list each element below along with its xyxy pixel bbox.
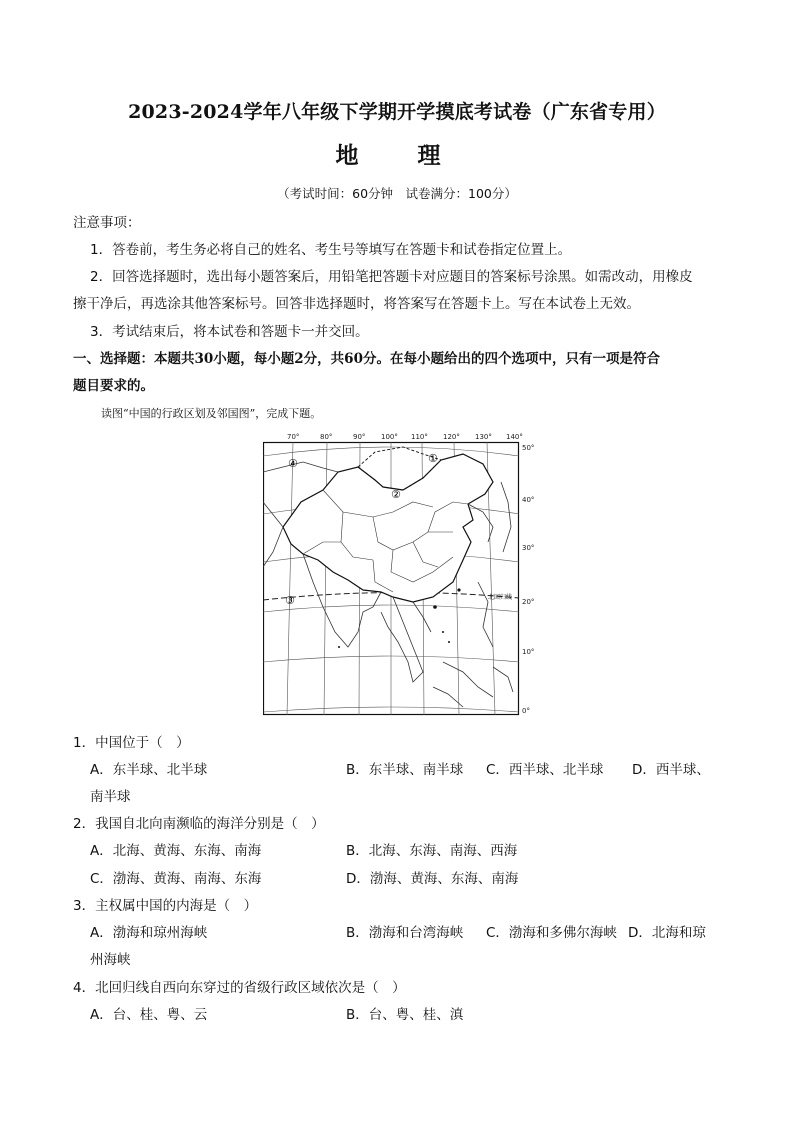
map-marker-2: ② — [391, 488, 401, 501]
map-marker-4: ④ — [288, 457, 298, 470]
option-d: D．北海和琼 — [628, 925, 706, 941]
map-marker-1: ① — [428, 452, 438, 465]
lat-label: 40° — [522, 496, 535, 504]
lat-label: 30° — [522, 544, 535, 552]
option-c: C．渤海和多佛尔海峡 — [486, 925, 617, 941]
map-marker-3: ③ — [285, 594, 295, 607]
lat-label: 0° — [522, 707, 530, 715]
tropic-label: 北回归线 — [488, 594, 513, 601]
lon-label: 110° — [411, 433, 428, 441]
option-b: B．渤海和台湾海峡 — [346, 925, 464, 941]
question-stem: 4．北回归线自西向东穿过的省级行政区域依次是（ ） — [73, 980, 406, 996]
question-stem: 1．中国位于（ ） — [73, 735, 190, 751]
exam-title: 2023-2024学年八年级下学期开学摸底考试卷（广东省专用） — [128, 101, 666, 123]
question-stem: 3．主权属中国的内海是（ ） — [73, 898, 258, 914]
option-d: D．西半球、 — [632, 762, 710, 778]
note-item: 1．答卷前，考生务必将自己的姓名、考生号等填写在答题卡和试卷指定位置上。 — [90, 242, 572, 258]
option-a: A．渤海和琼州海峡 — [90, 925, 208, 941]
option-c: C．西半球、北半球 — [486, 762, 604, 778]
lon-label: 70° — [287, 433, 300, 441]
lat-label: 10° — [522, 648, 535, 656]
option-d: D．渤海、黄海、东海、南海 — [346, 871, 519, 887]
option-a: A．东半球、北半球 — [90, 762, 208, 778]
question-stem: 2．我国自北向南濒临的海洋分别是（ ） — [73, 816, 325, 832]
option-a: A．北海、黄海、东海、南海 — [90, 843, 262, 859]
option-d-cont: 州海峡 — [90, 952, 131, 968]
option-c: C．渤海、黄海、南海、东海 — [90, 871, 262, 887]
lon-label: 140° — [506, 433, 523, 441]
option-b: B．北海、东海、南海、西海 — [346, 843, 518, 859]
map-caption: 读图“中国的行政区划及邻国图”，完成下题。 — [101, 407, 322, 420]
note-item: 擦干净后，再选涂其他答案标号。回答非选择题时，将答案写在答题卡上。写在本试卷上无效。 — [73, 296, 640, 312]
exam-info: （考试时间：60分钟 试卷满分：100分） — [277, 186, 517, 201]
option-d-cont: 南半球 — [90, 789, 131, 805]
note-item: 3．考试结束后，将本试卷和答题卡一并交回。 — [90, 324, 369, 340]
lat-label: 20° — [522, 598, 535, 606]
lon-label: 130° — [475, 433, 492, 441]
note-item: 2．回答选择题时，选出每小题答案后，用铅笔把答题卡对应题目的答案标号涂黑。如需改动，用橡皮 — [90, 269, 693, 285]
china-admin-map — [263, 432, 549, 717]
lat-label: 50° — [522, 444, 535, 452]
section-heading-cont: 题目要求的。 — [73, 378, 154, 394]
notes-heading: 注意事项： — [73, 215, 141, 231]
subject-title: 地 理 — [335, 142, 459, 169]
option-b: B．东半球、南半球 — [346, 762, 464, 778]
lon-label: 80° — [320, 433, 333, 441]
section-heading: 一、选择题：本题共30小题，每小题2分，共60分。在每小题给出的四个选项中，只有一项是符合 — [73, 351, 660, 367]
option-b: B．台、粤、桂、滇 — [346, 1007, 464, 1023]
option-a: A．台、桂、粤、云 — [90, 1007, 208, 1023]
lon-label: 100° — [381, 433, 398, 441]
lon-label: 120° — [443, 433, 460, 441]
lon-label: 90° — [353, 433, 366, 441]
